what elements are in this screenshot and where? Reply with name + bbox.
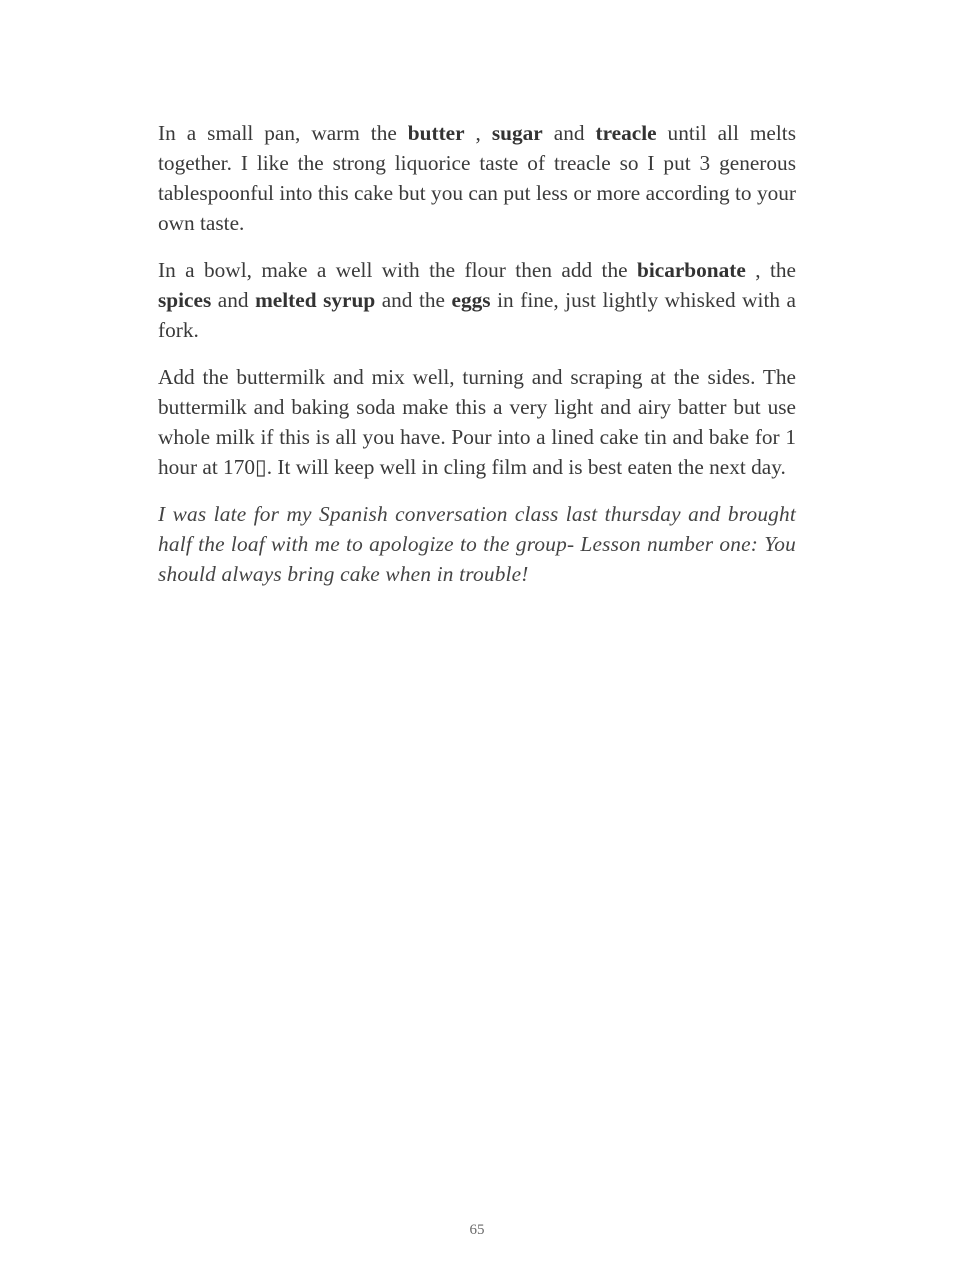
text-segment: In a small pan, warm the — [158, 121, 408, 145]
ingredient-treacle: treacle — [595, 121, 657, 145]
text-segment: , the — [745, 258, 797, 282]
paragraph-anecdote — [158, 499, 796, 589]
ingredient-melted-syrup: melted syrup — [255, 288, 376, 312]
text-segment: and the — [375, 288, 452, 312]
text-segment: In a bowl, make a well with the flour then add the — [158, 258, 637, 282]
text-segment: I was late for my Spanish conversation class last thursday and brought half the loaf with me to apologize to the group- Lesson number one: You should always bring cake when in trouble! — [158, 502, 796, 586]
page-number: 65 — [469, 1222, 485, 1238]
ingredient-spices: spices — [158, 288, 212, 312]
document-body — [158, 118, 796, 606]
ingredient-eggs: eggs — [451, 288, 491, 312]
ingredient-sugar: sugar — [491, 121, 543, 145]
text-segment: and — [211, 288, 256, 312]
text-segment: until all melts together. I like the strong liquorice taste of treacle so I put 3 generous tablespoonful into this cake but you can put less or more according to your own taste. — [158, 121, 796, 235]
paragraph-bowl-mixing — [158, 255, 796, 345]
ingredient-bicarbonate: bicarbonate — [636, 258, 746, 282]
text-segment: and — [542, 121, 596, 145]
paragraph-buttermilk-baking — [158, 362, 796, 482]
text-segment: , — [464, 121, 492, 145]
ingredient-butter: butter — [407, 121, 465, 145]
text-segment: in fine, just lightly whisked with a fork. — [158, 288, 796, 342]
text-segment: Add the buttermilk and mix well, turning and scraping at the sides. The buttermilk and baking soda make this a very light and airy batter but use whole milk if this is all you have. Pour into a lined cake tin and bake for 1 hour at 170▯. It will keep well in cling film and is best eaten the next day. — [158, 365, 796, 479]
paragraph-butter-sugar-treacle — [158, 118, 796, 238]
